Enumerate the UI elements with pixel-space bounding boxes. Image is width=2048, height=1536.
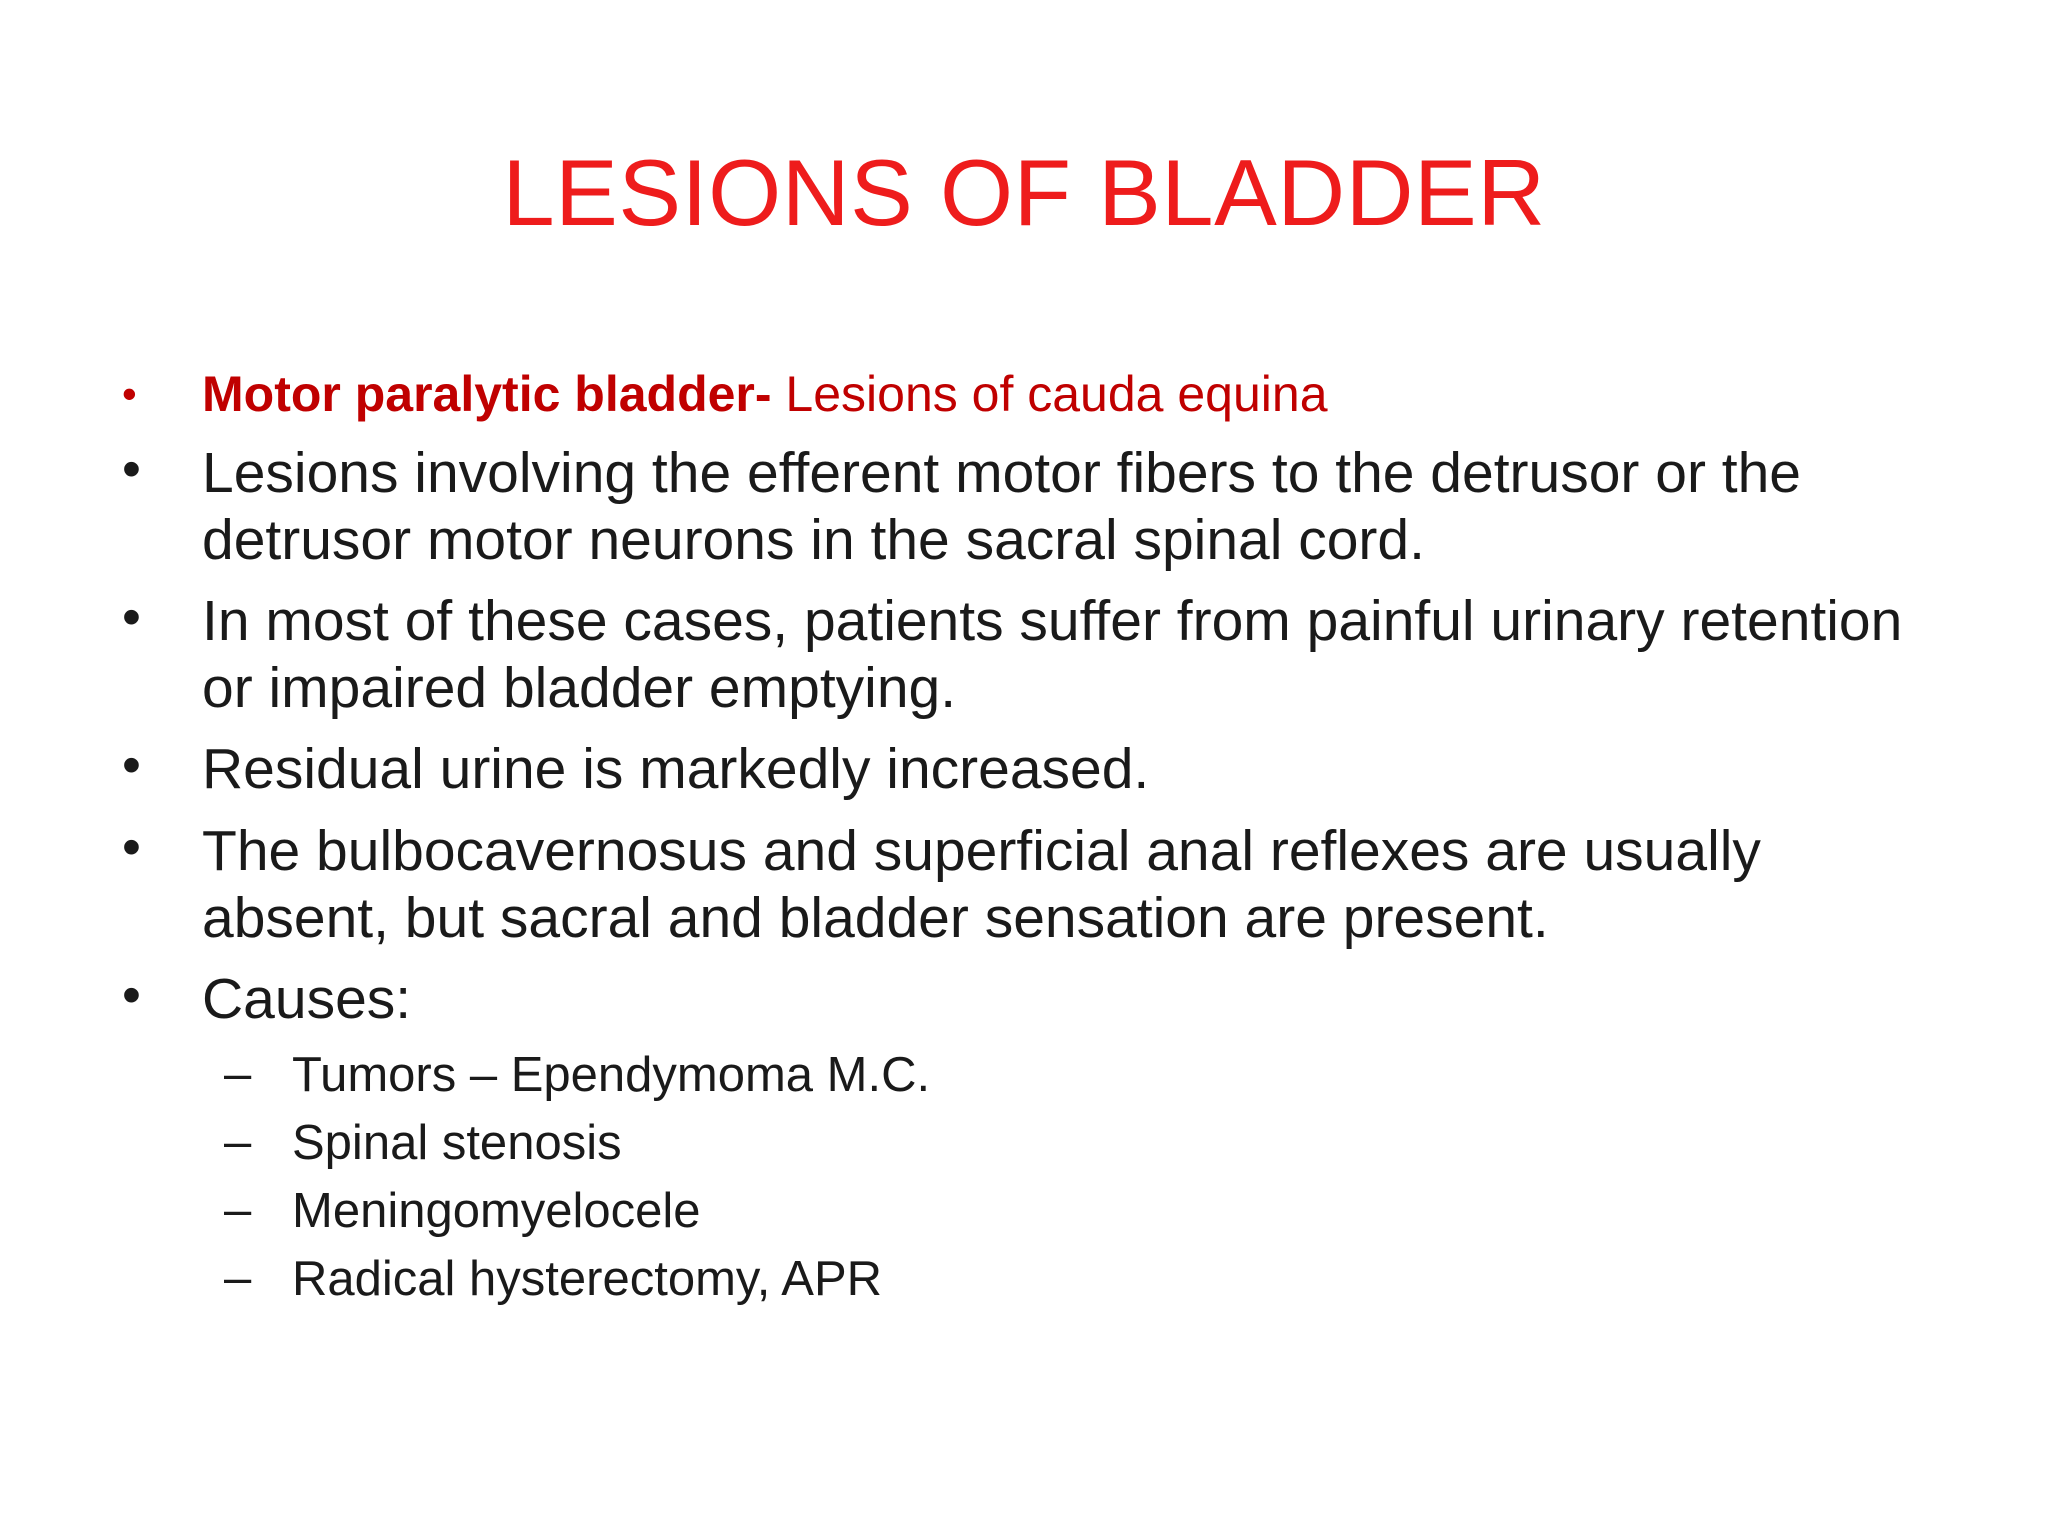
bullet-text: In most of these cases, patients suffer from painful urinary retention or impaired bladder emptying. (202, 589, 1903, 720)
dash-icon: – (224, 1251, 252, 1305)
cause-text: Spinal stenosis (292, 1116, 622, 1170)
cause-text: Radical hysterectomy, APR (292, 1252, 883, 1306)
bullet-icon: • (122, 587, 141, 647)
bullet-text: Residual urine is markedly increased. (202, 737, 1150, 801)
cause-text: Meningomyelocele (292, 1184, 701, 1238)
bullet-icon: • (122, 965, 141, 1025)
bullet-text: Causes: (202, 967, 412, 1031)
bullet-text: Lesions involving the efferent motor fibers to the detrusor or the detrusor motor neurons in the sacral spinal cord. (202, 441, 1802, 572)
bullet-icon: • (122, 439, 141, 499)
bullet-text: The bulbocavernosus and superficial anal reflexes are usually absent, but sacral and bladder sensation are present. (202, 819, 1761, 950)
bullet-icon: • (122, 817, 141, 877)
cause-text: Tumors – Ependymoma M.C. (292, 1048, 931, 1102)
bullet-rest-text: Lesions of cauda equina (771, 366, 1328, 422)
bullet-text (202, 364, 1942, 424)
bullet-icon: • (122, 370, 137, 417)
dash-icon: – (224, 1115, 252, 1169)
dash-icon: – (224, 1047, 252, 1101)
slide-title: LESIONS OF BLADDER (502, 140, 1546, 245)
bullet-bold-label: Motor paralytic bladder- (202, 366, 772, 422)
dash-icon: – (224, 1183, 252, 1237)
bullet-icon: • (122, 735, 141, 795)
